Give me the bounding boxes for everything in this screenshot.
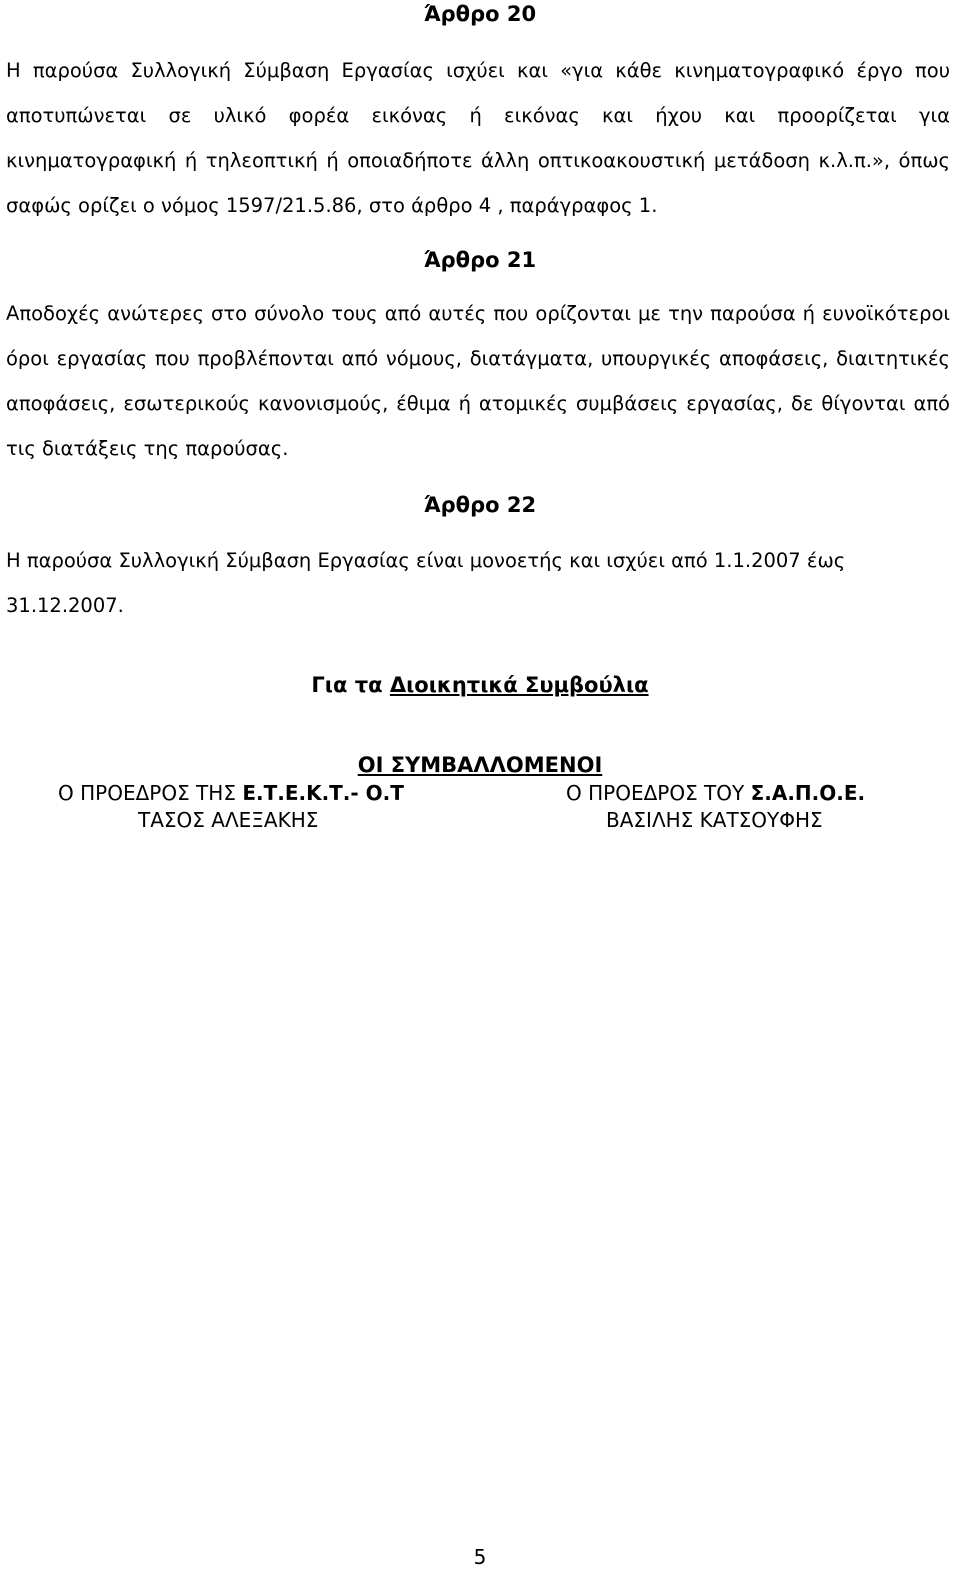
boards-heading-underlined: Διοικητικά Συμβούλια xyxy=(389,673,649,697)
article-21-text: Αποδοχές ανώτερες στο σύνολο τους από αυτές που ορίζονται με την παρούσα ή ευνοϊκότεροι όροι εργασίας που προβλέπονται από νόμους, διατάγματα, υπουργικές αποφάσεις, διαιτητικές αποφάσεις, εσωτερικούς κανονισμούς, έθιμα ή ατομικές συμβάσεις εργασίας, δε θίγονται από τις διατάξεις της παρούσας. xyxy=(6,302,950,460)
right-signatory-organization: Σ.Α.Π.Ο.Ε. xyxy=(750,781,866,805)
right-signatory-role xyxy=(566,779,865,807)
left-signatory-role xyxy=(58,779,404,807)
article-21-title: Άρθρο 21 xyxy=(423,248,537,272)
left-signatory-role-prefix: Ο ΠΡΟΕΔΡΟΣ ΤΗΣ xyxy=(58,781,243,805)
article-22-text: Η παρούσα Συλλογική Σύμβαση Εργασίας είναι μονοετής και ισχύει από 1.1.2007 έως 31.12.2007. xyxy=(6,549,846,617)
right-signatory-name: ΒΑΣΙΛΗΣ ΚΑΤΣΟΥΦΗΣ xyxy=(606,808,823,832)
boards-heading xyxy=(0,671,960,699)
article-20-title: Άρθρο 20 xyxy=(423,2,537,26)
left-signatory-organization: Ε.Τ.Ε.Κ.Τ.- Ο.Τ xyxy=(242,781,404,805)
article-22-title: Άρθρο 22 xyxy=(423,493,537,517)
right-signatory-role-prefix: Ο ΠΡΟΕΔΡΟΣ ΤΟΥ xyxy=(566,781,751,805)
signatories-heading: ΟΙ ΣΥΜΒΑΛΛΟΜΕΝΟΙ xyxy=(357,753,603,777)
boards-heading-prefix: Για τα xyxy=(311,673,390,697)
article-20-text: Η παρούσα Συλλογική Σύμβαση Εργασίας ισχύει και «για κάθε κινηματογραφικό έργο που αποτυπώνεται σε υλικό φορέα εικόνας ή εικόνας και ήχου και προορίζεται για κινηματογραφική ή τηλεοπτική ή οποιαδήποτε άλλη οπτικοακουστική μετάδοση κ.λ.π.», όπως σαφώς ορίζει ο νόμος 1597/21.5.86, στο άρθρο 4 , παράγραφος 1. xyxy=(6,59,950,217)
left-signatory-name: ΤΑΣΟΣ ΑΛΕΞΑΚΗΣ xyxy=(138,808,319,832)
page-number: 5 xyxy=(473,1545,487,1569)
